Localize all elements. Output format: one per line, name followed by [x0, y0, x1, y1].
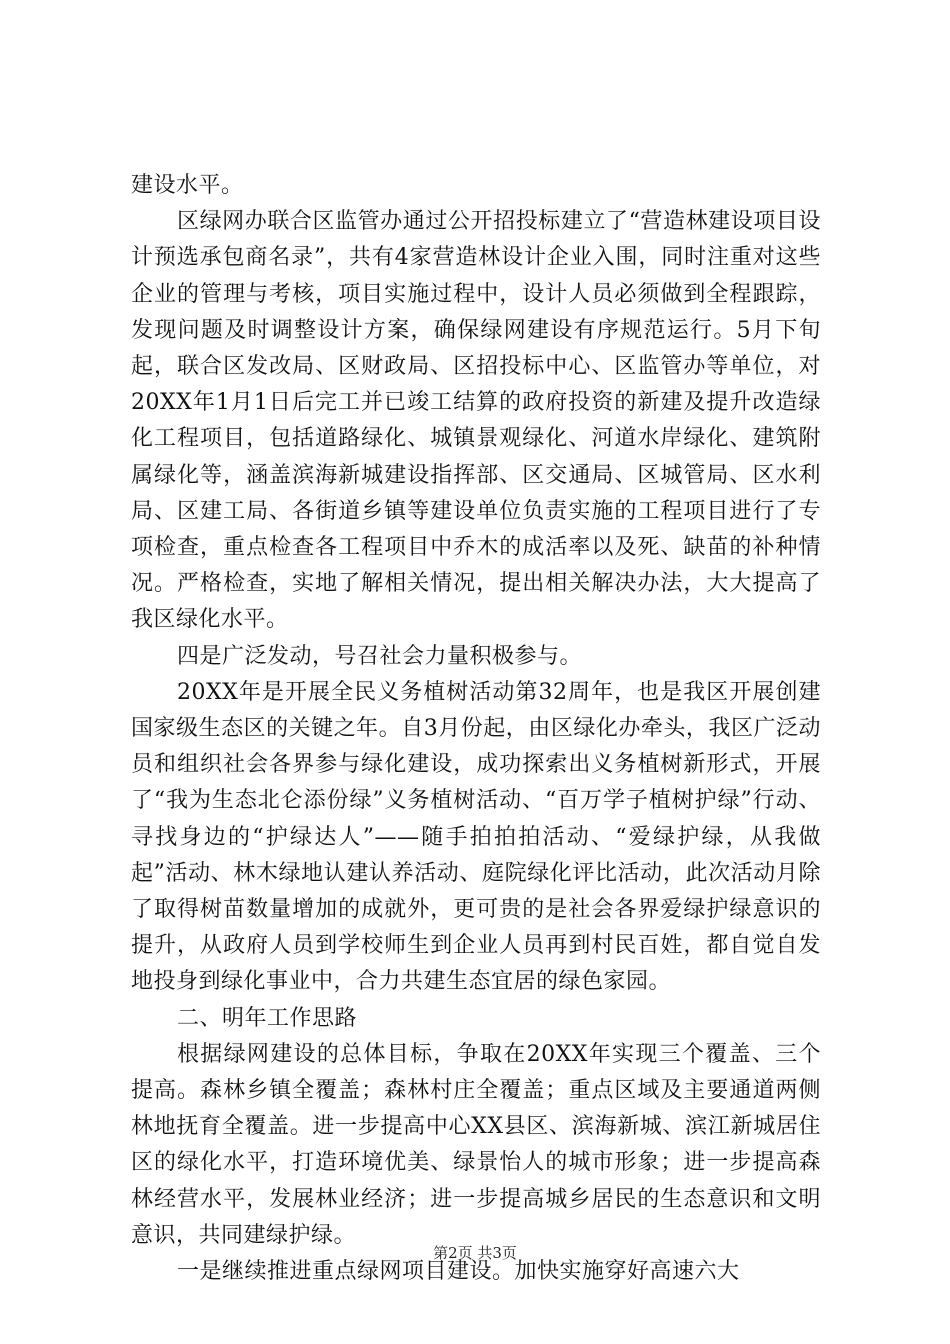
page-number: 第2页 共3页: [433, 1244, 517, 1262]
document-body: [131, 168, 821, 1290]
paragraph-2: 区绿网办联合区监管办通过公开招投标建立了“营造林建设项目设计预选承包商名录”，共有4家营造林设计企业入围，同时注重对这些企业的管理与考核，项目实施过程中，设计人员必须做到全程跟踪，发现问题及时调整设计方案，确保绿网建设有序规范运行。5月下旬起，联合区发改局、区财政局、区招投标中心、区监管办等单位，对20XX年1月1日后完工并已竣工结算的政府投资的新建及提升改造绿化工程项目，包括道路绿化、城镇景观绿化、河道水岸绿化、建筑附属绿化等，涵盖滨海新城建设指挥部、区交通局、区城管局、区水利局、区建工局、各街道乡镇等建设单位负责实施的工程项目进行了专项检查，重点检查各工程项目中乔木的成活率以及死、缺苗的补种情况。严格检查，实地了解相关情况，提出相关解决办法，大大提高了我区绿化水平。: [131, 209, 821, 633]
section-heading: 二、明年工作思路: [177, 1005, 358, 1031]
paragraph-3: 四是广泛发动，号召社会力量积极参与。: [177, 643, 583, 669]
paragraph-4: 20XX年是开展全民义务植树活动第32周年，也是我区开展创建国家级生态区的关键之年。自3月份起，由区绿化办牵头，我区广泛动员和组织社会各界参与绿化建设，成功探索出义务植树新形式，开展了“我为生态北仑添份绿”义务植树活动、“百万学子植树护绿”行动、寻找身边的“护绿达人”——随手拍拍拍活动、“爱绿护绿，从我做起”活动、林木绿地认建认养活动、庭院绿化评比活动，此次活动月除了取得树苗数量增加的成就外，更可贵的是社会各界爱绿护绿意识的提升，从政府人员到学校师生到企业人员再到村民百姓，都自觉自发地投身到绿化事业中，合力共建生态宜居的绿色家园。: [131, 679, 821, 995]
paragraph-6: 一是继续推进重点绿网项目建设。加快实施穿好高速六大: [177, 1259, 740, 1285]
page-footer: [0, 1242, 950, 1263]
paragraph-5: 根据绿网建设的总体目标，争取在20XX年实现三个覆盖、三个提高。森林乡镇全覆盖；森林村庄全覆盖；重点区域及主要通道两侧林地抚育全覆盖。进一步提高中心XX县区、滨海新城、滨江新城居住区的绿化水平，打造环境优美、绿景怡人的城市形象；进一步提高森林经营水平，发展林业经济；进一步提高城乡居民的生态意识和文明意识，共同建绿护绿。: [131, 1041, 821, 1248]
paragraph-1: 建设水平。: [131, 173, 244, 198]
